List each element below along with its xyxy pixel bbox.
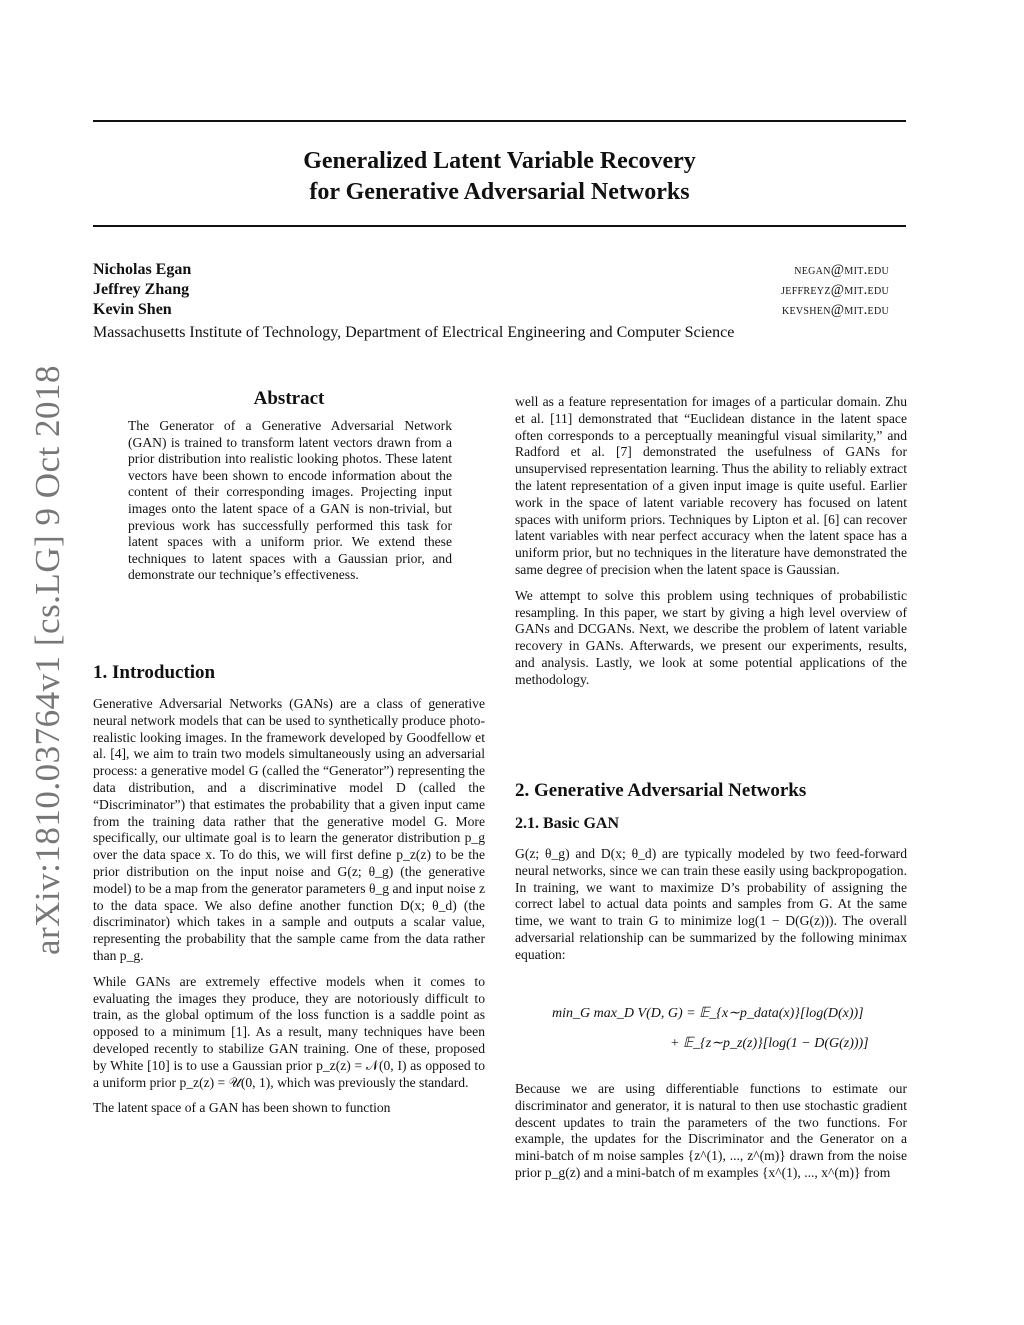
paragraph: Because we are using differentiable functions to estimate our discriminator and generator, it is natural to then use stochastic gradient descent updates to train the parameters of the two functions. For example, the updates for the Discriminator and the Generator on a mini-batch of m noise samples {z^(1), ..., z^(m)} drawn from the noise prior p_g(z) and a mini-batch of m examples {x^(1), ..., x^(m)} from [515,1081,907,1180]
arxiv-identifier: arXiv:1810.03764v1 [cs.LG] 9 Oct 2018 [28,364,67,956]
author-name: Jeffrey Zhang [93,281,190,298]
paragraph: While GANs are extremely effective models when it comes to evaluating the images they produce, they are notoriously difficult to train, as the global optimum of the loss function is a saddle point as opposed to a minimum [1]. As a result, many techniques have been developed recently to stabilize GAN training. One of these, proposed by White [10] is to use a Gaussian prior p_z(z) = 𝒩(0, I) as opposed to a uniform prior p_z(z) = 𝒰(0, 1), which was previously the standard. [93,973,485,1090]
abstract-heading: Abstract [253,388,325,409]
author-row [93,300,889,320]
right-column-bottom [515,1081,907,1191]
paragraph: G(z; θ_g) and D(x; θ_d) are typically modeled by two feed-forward neural networks, since we can train these easily using backpropogation. In training, we want to maximize D’s probability of assigning the correct label to actual data points and samples from G. At the same time, we want to train G to minimize log(1 − D(G(z))). The overall adversarial relationship can be summarized by the following minimax equation: [515,846,907,962]
equation-line-2: + 𝔼_{z∼p_z(z)}[log(1 − D(G(z)))] [670,1036,869,1051]
abstract-text: The Generator of a Generative Adversarial Network (GAN) is trained to transform latent vectors drawn from a prior distribution into realistic looking photos. These latent vectors have been shown to encode information about the content of their corresponding images. Projecting input images onto the latent space of a GAN is non-trivial, but previous work has successfully performed this task for latent spaces with a uniform prior. We extend these techniques to latent spaces with a Gaussian prior, and demonstrate our technique’s effectiveness. [128,418,452,583]
author-row [93,260,889,280]
paragraph: We attempt to solve this problem using techniques of probabilistic resampling. In this paper, we start by giving a high level overview of GANs and DCGANs. Next, we describe the problem of latent variable recovery in GANs. Afterwards, we present our experiments, results, and analysis. Lastly, we look at some potential applications of the methodology. [515,587,907,687]
author-email: kevshen@mit.edu [781,302,889,318]
top-rule [93,120,906,122]
paper-title [93,146,906,208]
title-line-2: for Generative Adversarial Networks [309,179,690,205]
author-row [93,280,889,300]
section-heading-gan: 2. Generative Adversarial Networks [515,780,807,801]
affiliation: Massachusetts Institute of Technology, Department of Electrical Engineering and Computer Science [93,324,735,341]
author-block [93,260,889,343]
title-line-1: Generalized Latent Variable Recovery [303,148,696,174]
right-column-top [515,394,907,698]
paragraph: The latent space of a GAN has been shown to function [93,1100,391,1116]
author-email: negan@mit.edu [794,262,889,278]
section-heading-introduction: 1. Introduction [93,662,216,683]
subsection-heading-basic-gan: 2.1. Basic GAN [515,815,619,832]
author-name: Kevin Shen [93,301,172,318]
author-email: jeffreyz@mit.edu [781,282,889,298]
left-column-body [93,696,485,1126]
right-column-gan-body [515,846,907,973]
paragraph: Generative Adversarial Networks (GANs) are a class of generative neural network models that can be used to synthetically produce photo-realistic looking images. In the framework developed by Goodfellow et al. [4], we aim to train two models simultaneously using an adversarial process: a generative model G (called the “Generator”) representing the data distribution, and a discriminative model D (called the “Discriminator”) that estimates the probability that a given input came from the training data rather that the generative model G. More specifically, our ultimate goal is to learn the generator distribution p_g over the data space x. To do this, we will first define p_z(z) to be the prior distribution on the input noise and G(z; θ_g) (the generative model) to be a map from the generator parameters θ_g and input noise z to the data space. We also define another function D(x; θ_d) (the discriminator) which takes in a sample and outputs a scalar value, representing the probability that the sample came from the data rather than p_g. [93,696,485,963]
paragraph: well as a feature representation for images of a particular domain. Zhu et al. [11] demonstrated that “Euclidean distance in the latent space often corresponds to a perceptually meaningful visual similarity,” and Radford et al. [7] demonstrated the usefulness of GANs for unsupervised representation learning. Thus the ability to reliably extract the latent representation of a given input image is quite useful. Earlier work in the space of latent variable recovery has focused on latent spaces with uniform priors. Techniques by Lipton et al. [6] can recover latent variables with near perfect accuracy when the latent space has a uniform prior, but no techniques in the literature have demonstrated the same degree of precision when the latent space is Gaussian. [515,394,907,577]
author-name: Nicholas Egan [93,261,192,278]
bottom-title-rule [93,225,906,227]
equation-line-1: min_G max_D V(D, G) = 𝔼_{x∼p_data(x)}[log(D(x))] [552,1006,864,1021]
